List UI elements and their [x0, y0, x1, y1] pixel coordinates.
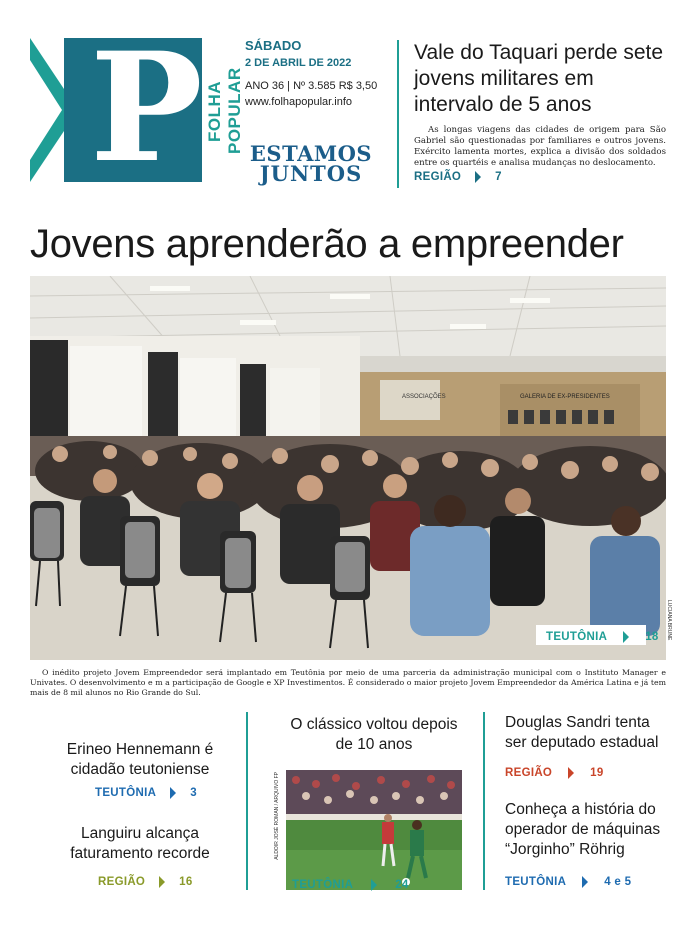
arrow-icon [582, 876, 588, 888]
story-jorginho-ref[interactable] [505, 876, 631, 888]
story-languiru-headline[interactable]: Languiru alcança faturamento recorde [70, 825, 210, 862]
arrow-icon [371, 879, 377, 891]
top-story-body: As longas viagens das cidades de origem para São Gabriel são questionadas por familiares e outros jovens. Exército lamenta mortes, explica a divisão dos soldados entre os quartéis e analisa mudanças no deslocamento. [414, 125, 666, 168]
campaign-line1: ESTAMOS [249, 141, 373, 166]
lead-headline[interactable]: Jovens aprenderão a empreender [30, 222, 624, 266]
auditorium-illustration [30, 276, 666, 660]
lead-photo-ref[interactable] [536, 625, 659, 645]
page-number: 3 [190, 787, 197, 799]
section-label: REGIÃO [414, 171, 462, 183]
column-divider-right [483, 712, 485, 890]
section-label: REGIÃO [505, 767, 553, 779]
story-languiru-ref[interactable] [98, 876, 193, 888]
page-number: 18 [645, 631, 659, 643]
lead-caption: O inédito projeto Jovem Empreendedor será implantado em Teutônia por meio de uma parceria da administração municipal com o Instituto Manager e Univates. O desenvolvimento e m a participação de Google e XP Investimentos. É considerado o maior projeto Jovem Empreendedor da América Latina e já tem mais de 8 mil alunos no Rio Grande do Sul. [30, 668, 666, 697]
section-label: TEUTÔNIA [292, 879, 354, 891]
wall-sign-associations: ASSOCIAÇÕES [402, 394, 446, 400]
arrow-icon [159, 876, 165, 888]
story-classico-ref[interactable] [292, 879, 409, 891]
issue-edition: ANO 36 | Nº 3.585 R$ 3,50 [245, 80, 378, 92]
page-number: 7 [495, 171, 502, 183]
football-photo [286, 770, 462, 890]
logo-letter: P [90, 20, 203, 196]
story-jorginho-headline[interactable]: Conheça a história do operador de máquinas “Jorginho” Röhrig [505, 801, 661, 858]
small-photo-credit: ALDOIR JOSÉ ROMAN / ARQUIVO FP [274, 772, 280, 860]
issue-date: 2 DE ABRIL DE 2022 [245, 57, 352, 69]
section-label: REGIÃO [98, 876, 146, 888]
top-story-headline[interactable]: Vale do Taquari perde sete jovens militares em intervalo de 5 anos [414, 41, 664, 116]
story-classico-headline[interactable]: O clássico voltou depois de 10 anos [290, 716, 458, 753]
arrow-icon [170, 787, 176, 799]
story-erineo-ref[interactable] [95, 787, 197, 799]
campaign-logo [246, 141, 376, 186]
page-number: 24 [395, 879, 409, 891]
story-erineo-headline[interactable]: Erineo Hennemann é cidadão teutoniense [66, 741, 214, 778]
column-divider-left [246, 712, 248, 890]
issue-day: SÁBADO [245, 38, 302, 53]
arrow-icon [568, 767, 574, 779]
photo-credit: LUCIANA BRUNE [666, 600, 672, 641]
story-sandri-ref[interactable] [505, 767, 604, 779]
story-sandri-headline[interactable]: Douglas Sandri tenta ser deputado estadual [505, 714, 659, 751]
section-label: TEUTÔNIA [95, 787, 157, 799]
wall-sign-gallery: GALERIA DE EX-PRESIDENTES [520, 394, 610, 400]
page-number: 4 e 5 [604, 876, 632, 888]
section-label: TEUTÔNIA [505, 876, 567, 888]
page-number: 19 [590, 767, 604, 779]
top-story-ref[interactable] [414, 171, 502, 183]
football-illustration [286, 770, 462, 890]
lead-photo [30, 276, 666, 660]
arrow-icon [475, 171, 481, 183]
logo-chevron-inner [30, 60, 62, 160]
arrow-icon [623, 631, 629, 643]
campaign-line2: JUNTOS [259, 161, 363, 186]
masthead-divider [397, 40, 399, 188]
website-link[interactable]: www.folhapopular.info [245, 96, 353, 108]
page-number: 16 [179, 876, 193, 888]
logo-name: FOLHA POPULAR [205, 67, 244, 155]
section-label: TEUTÔNIA [546, 631, 608, 643]
